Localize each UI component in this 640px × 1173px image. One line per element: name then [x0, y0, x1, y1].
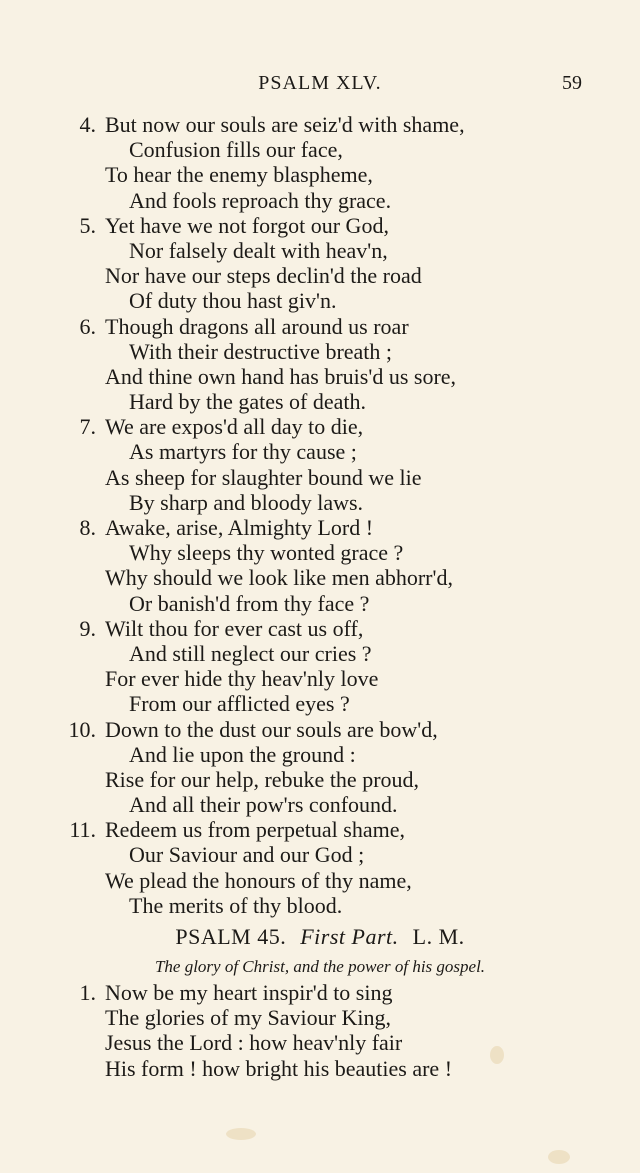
- verse-line: [0, 842, 640, 867]
- running-head: [0, 72, 640, 100]
- verse-text: We plead the honours of thy name,: [105, 867, 412, 893]
- verse-line: [0, 162, 640, 187]
- verse-text: Wilt thou for ever cast us off,: [105, 615, 364, 641]
- verse-line: [0, 868, 640, 893]
- verse-text: Confusion fills our face,: [129, 137, 343, 163]
- verse-text: Of duty thou hast giv'n.: [129, 288, 337, 314]
- verse-line: [0, 565, 640, 590]
- verse-text: Or banish'd from thy face ?: [129, 590, 370, 616]
- stanza-number: 10.: [68, 716, 96, 742]
- verse-text: And lie upon the ground :: [129, 741, 356, 767]
- running-title: PSALM XLV.: [258, 72, 382, 94]
- verse-text: Why sleeps thy wonted grace ?: [129, 540, 404, 566]
- psalm-meter: L. M.: [412, 924, 465, 949]
- verse-text: With their destructive breath ;: [129, 338, 393, 364]
- stanza: [0, 717, 640, 818]
- continued-stanzas: [0, 112, 640, 918]
- verse-line: [0, 540, 640, 565]
- verse-text: Hard by the gates of death.: [129, 389, 367, 415]
- stanza: [0, 213, 640, 314]
- verse-line: [0, 691, 640, 716]
- verse-line: [0, 389, 640, 414]
- verse-line: [0, 742, 640, 767]
- verse-line: [0, 1005, 640, 1030]
- verse-text: Now be my heart inspir'd to sing: [105, 980, 393, 1005]
- verse-line: [0, 112, 640, 137]
- stanza-number: 9.: [79, 615, 96, 641]
- stanza: [0, 414, 640, 515]
- stanza-number: 4.: [79, 112, 96, 137]
- stanza-number: 1.: [79, 980, 96, 1005]
- stanza-number: 5.: [79, 212, 96, 238]
- stanza-number: 8.: [79, 515, 96, 540]
- verse-line: [0, 465, 640, 490]
- psalm-title: PSALM 45.: [175, 924, 287, 949]
- stanza-number: 11.: [69, 817, 96, 843]
- verse-text: Our Saviour and our God ;: [129, 842, 365, 868]
- verse-text: Nor falsely dealt with heav'n,: [129, 237, 388, 263]
- verse-line: [0, 666, 640, 691]
- verse-line: [0, 238, 640, 263]
- psalm-subtitle: The glory of Christ, and the power of his gospel.: [154, 957, 486, 976]
- verse-line: [0, 314, 640, 339]
- page-content: [0, 112, 640, 1081]
- verse-text: Redeem us from perpetual shame,: [105, 817, 405, 843]
- page-number: 59: [562, 72, 582, 94]
- verse-line: [0, 515, 640, 540]
- verse-text: Awake, arise, Almighty Lord !: [105, 515, 374, 540]
- stanza: [0, 112, 640, 213]
- verse-text: Yet have we not forgot our God,: [105, 212, 389, 238]
- verse-line: [0, 490, 640, 515]
- verse-text: The glories of my Saviour King,: [105, 1005, 391, 1031]
- stanza-number: 7.: [79, 414, 96, 440]
- verse-text: By sharp and bloody laws.: [129, 489, 364, 515]
- verse-line: [0, 1056, 640, 1081]
- verse-text: And fools reproach thy grace.: [129, 187, 392, 213]
- verse-text: And still neglect our cries ?: [129, 640, 372, 666]
- stanza: [0, 515, 640, 616]
- verse-text: Rise for our help, rebuke the proud,: [105, 766, 420, 792]
- verse-line: [0, 792, 640, 817]
- verse-text: We are expos'd all day to die,: [105, 414, 364, 440]
- stanza: [0, 980, 640, 1081]
- psalm-heading: [0, 918, 640, 953]
- verse-line: [0, 591, 640, 616]
- verse-line: [0, 767, 640, 792]
- verse-text: For ever hide thy heav'nly love: [105, 666, 379, 692]
- verse-text: Why should we look like men abhorr'd,: [105, 565, 453, 591]
- foxing-spot: [226, 1128, 256, 1140]
- verse-line: [0, 213, 640, 238]
- verse-text: And all their pow'rs confound.: [129, 792, 398, 818]
- verse-line: [0, 817, 640, 842]
- verse-line: [0, 364, 640, 389]
- verse-line: [0, 980, 640, 1005]
- verse-text: Down to the dust our souls are bow'd,: [105, 716, 438, 742]
- verse-text: From our afflicted eyes ?: [129, 691, 350, 717]
- verse-line: [0, 616, 640, 641]
- foxing-spot: [548, 1150, 570, 1164]
- verse-text: To hear the enemy blaspheme,: [105, 162, 373, 188]
- verse-line: [0, 339, 640, 364]
- verse-line: [0, 288, 640, 313]
- verse-text: His form ! how bright his beauties are !: [105, 1055, 453, 1081]
- verse-text: As sheep for slaughter bound we lie: [105, 464, 422, 490]
- verse-line: [0, 893, 640, 918]
- stanza: [0, 616, 640, 717]
- stanza-number: 6.: [79, 313, 96, 339]
- verse-text: The merits of thy blood.: [129, 892, 343, 918]
- verse-text: As martyrs for thy cause ;: [129, 439, 357, 465]
- verse-line: [0, 263, 640, 288]
- verse-line: [0, 717, 640, 742]
- verse-text: Jesus the Lord : how heav'nly fair: [105, 1030, 403, 1056]
- psalm-part: First Part.: [300, 924, 399, 949]
- verse-text: But now our souls are seiz'd with shame,: [105, 112, 465, 137]
- verse-text: Though dragons all around us roar: [105, 313, 409, 339]
- stanza: [0, 817, 640, 918]
- verse-line: [0, 137, 640, 162]
- verse-line: [0, 439, 640, 464]
- stanza: [0, 314, 640, 415]
- verse-line: [0, 188, 640, 213]
- verse-line: [0, 414, 640, 439]
- verse-text: And thine own hand has bruis'd us sore,: [105, 363, 457, 389]
- verse-line: [0, 1030, 640, 1055]
- new-psalm-stanzas: [0, 980, 640, 1081]
- verse-text: Nor have our steps declin'd the road: [105, 263, 422, 289]
- verse-line: [0, 641, 640, 666]
